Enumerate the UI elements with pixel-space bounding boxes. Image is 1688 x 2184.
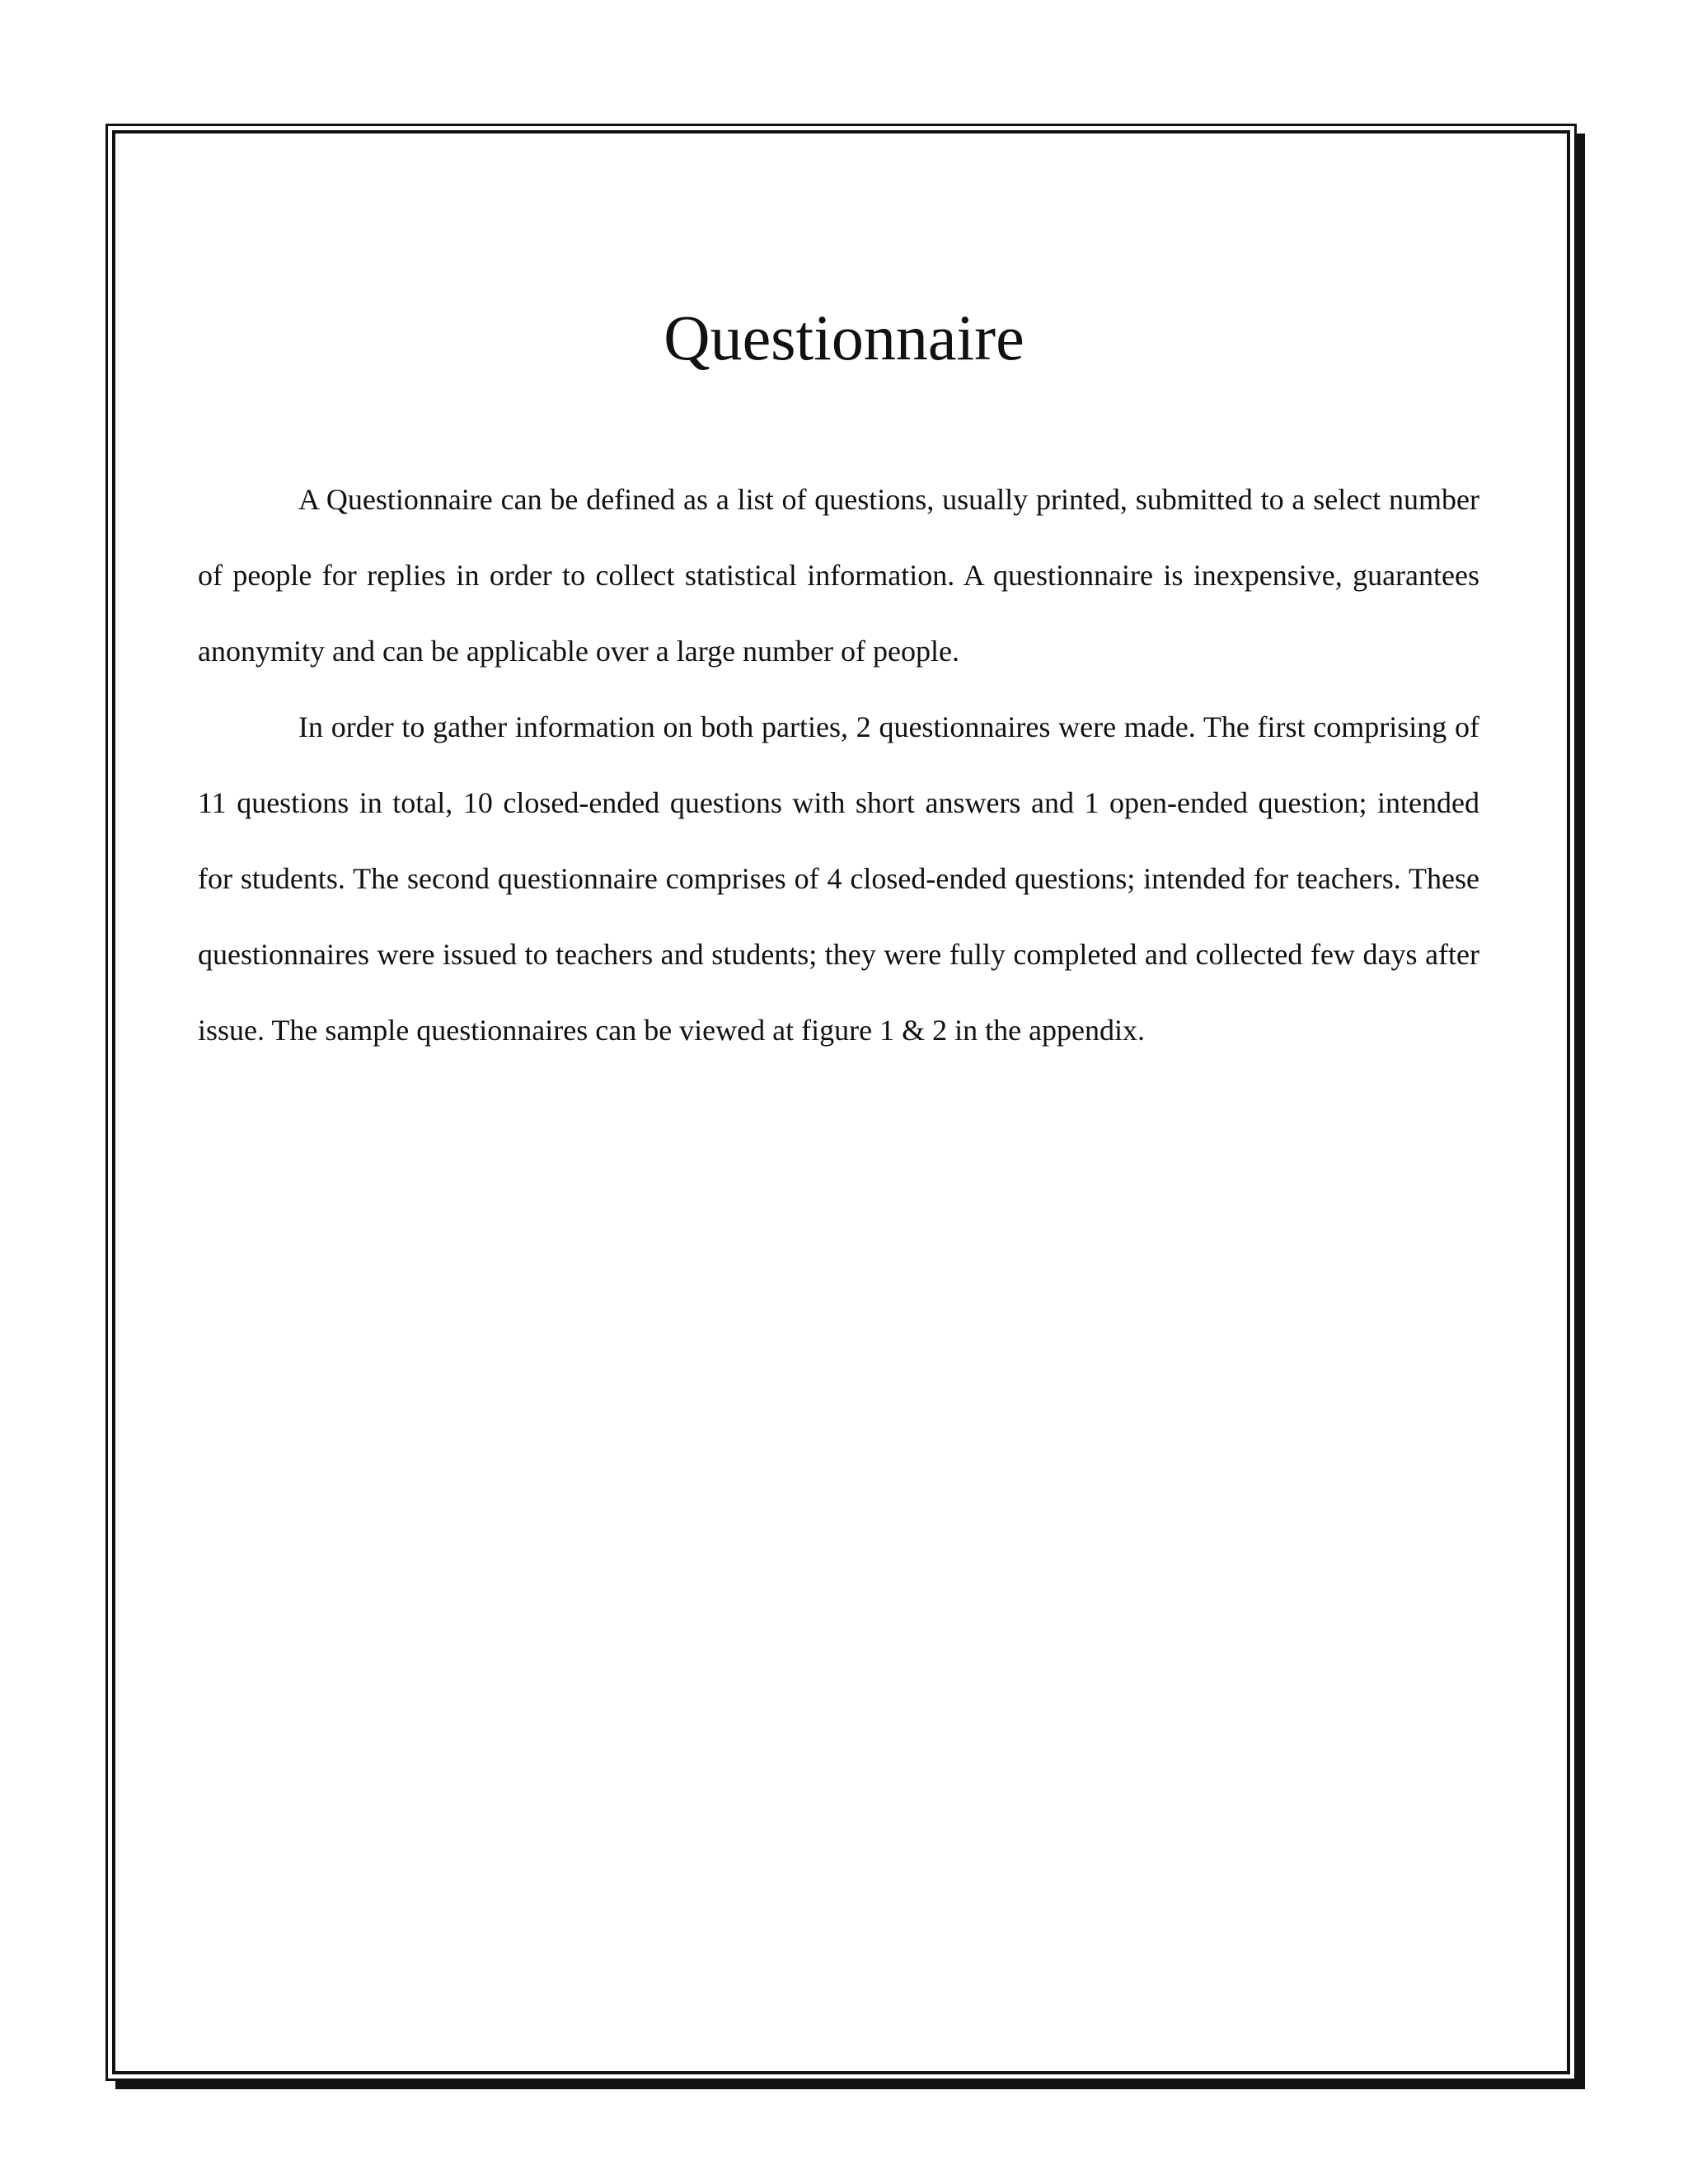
page-frame-shadow-bottom: [115, 2081, 1585, 2089]
page-frame-shadow-right: [1577, 134, 1585, 2089]
page-frame-inner-border: [112, 130, 1570, 2074]
paragraph-definition: A Questionnaire can be defined as a list of questions, usually printed, submitted to a select number of people for replies in order to collect statistical information. A questionnaire is inexpensive, guarantees anonymity and can be applicable over a large number of people.: [198, 483, 1479, 668]
paragraph-method: In order to gather information on both parties, 2 questionnaires were made. The first comprising of 11 questions in total, 10 closed-ended questions with short answers and 1 open-ended question; intended for students. The second questionnaire comprises of 4 closed-ended questions; intended for teachers. These questionnaires were issued to teachers and students; they were fully completed and collected few days after issue. The sample questionnaires can be viewed at figure 1 & 2 in the appendix.: [198, 710, 1479, 1047]
document-body: [198, 462, 1479, 1068]
page-title: Questionnaire: [663, 302, 1025, 373]
